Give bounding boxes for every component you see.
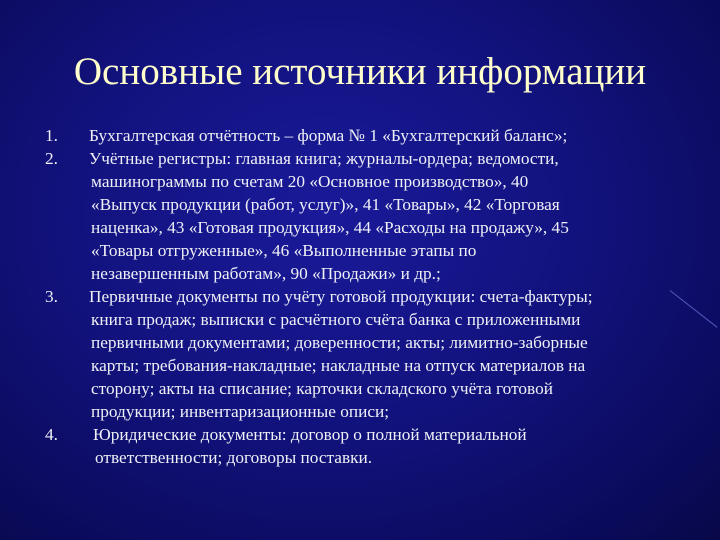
list-item-text [45,285,685,423]
list-item-number: 1. [45,126,58,145]
sources-list [45,124,685,469]
text-line: карты; требования-накладные; накладные на отпуск материалов на [91,356,586,375]
text-line: первичными документами; доверенности; акты; лимитно-заборные [91,333,588,352]
list-item-text [45,147,685,285]
list-item-4 [45,423,685,469]
text-line: Бухгалтерская отчётность – форма № 1 «Бухгалтерский баланс»; [89,126,568,145]
text-line: Юридические документы: договор о полной материальной [93,425,527,444]
text-line: Учётные регистры: главная книга; журналы-ордера; ведомости, [89,149,559,168]
list-item-number: 4. [45,425,58,444]
slide-title: Основные источники информации [73,50,647,93]
list-item-text [45,124,685,147]
list-item-3 [45,285,685,423]
text-line: «Выпуск продукции (работ, услуг)», 41 «Товары», 42 «Торговая [91,195,560,214]
list-item-1 [45,124,685,147]
text-line: наценка», 43 «Готовая продукция», 44 «Расходы на продажу», 45 [91,218,569,237]
text-line: «Товары отгруженные», 46 «Выполненные этапы по [91,241,477,260]
list-item-number: 2. [45,149,58,168]
text-line: ответственности; договоры поставки. [95,448,373,467]
text-line: машинограммы по счетам 20 «Основное производство», 40 [91,172,529,191]
text-line: сторону; акты на списание; карточки складского учёта готовой [91,379,553,398]
text-line: незавершенным работам», 90 «Продажи» и др.; [91,264,441,283]
list-item-number: 3. [45,287,58,306]
text-line: Первичные документы по учёту готовой продукции: счета-фактуры; [89,287,593,306]
text-line: книга продаж; выписки с расчётного счёта банка с приложенными [91,310,581,329]
list-item-text [45,423,685,469]
list-item-2 [45,147,685,285]
text-line: продукции; инвентаризационные описи; [91,402,390,421]
